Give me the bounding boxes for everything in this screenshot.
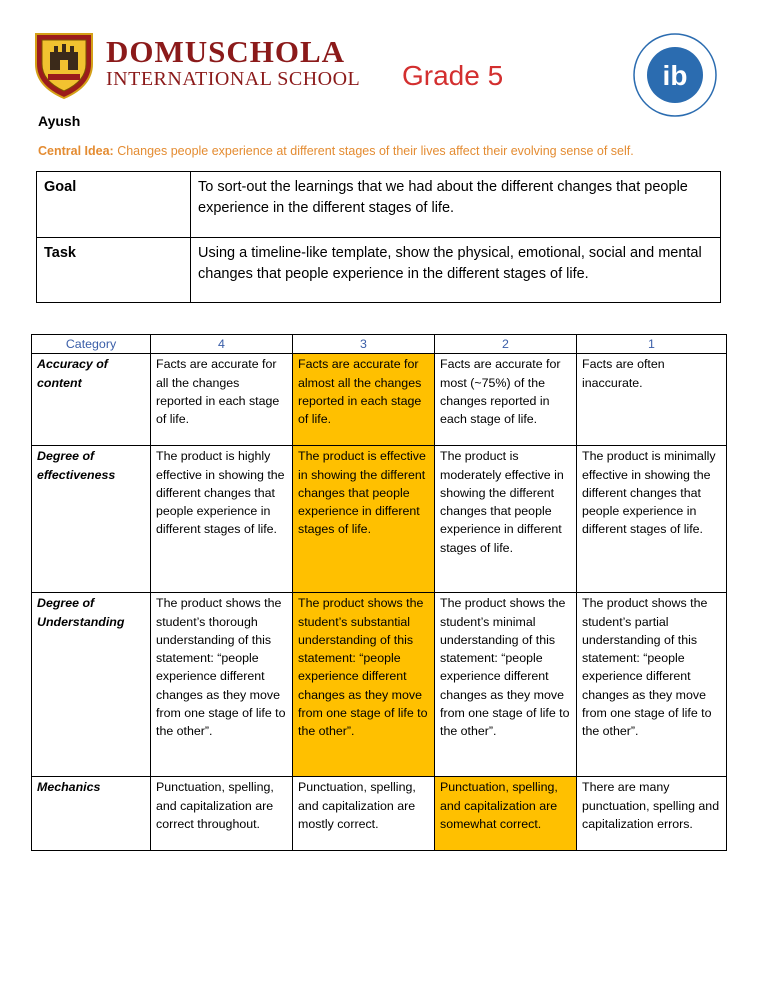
task-text: Using a timeline-like template, show the physical, emotional, social and mental changes that people experience in the different stages of life.: [191, 238, 721, 303]
rubric-header-row: [32, 335, 727, 354]
rubric-table: [31, 334, 727, 851]
rubric-category: Accuracy of content: [32, 354, 151, 446]
rubric-cell: There are many punctuation, spelling and capitalization errors.: [577, 777, 727, 851]
rubric-cell: The product is highly effective in showing the different changes that people experience in different stages of life.: [151, 446, 293, 593]
rubric-category: Degree of effectiveness: [32, 446, 151, 593]
rubric-header-1: 1: [577, 335, 727, 354]
rubric-category: Degree of Understanding: [32, 593, 151, 777]
rubric-cell: Facts are accurate for all the changes reported in each stage of life.: [151, 354, 293, 446]
rubric-cell: The product shows the student’s partial understanding of this statement: “people experience different changes as they move from one stage of life to the other”.: [577, 593, 727, 777]
rubric-row-effectiveness: [32, 446, 727, 593]
rubric-cell: The product shows the student’s minimal understanding of this statement: “people experience different changes as they move from one stage of life to the other”.: [435, 593, 577, 777]
task-label: Task: [37, 238, 191, 303]
rubric-cell: The product shows the student’s thorough understanding of this statement: “people experience different changes as they move from one stage of life to the other”.: [151, 593, 293, 777]
central-idea-text: Changes people experience at different stages of their lives affect their evolving sense of self.: [117, 144, 634, 158]
school-name-line2: INTERNATIONAL SCHOOL: [106, 68, 361, 90]
rubric-cell-selected: Punctuation, spelling, and capitalization are somewhat correct.: [435, 777, 577, 851]
rubric-cell: The product is minimally effective in showing the different changes that people experience in different stages of life.: [577, 446, 727, 593]
rubric-row-understanding: [32, 593, 727, 777]
ib-world-school-logo: [630, 30, 720, 120]
goal-row: [37, 172, 721, 238]
rubric-header-3: 3: [293, 335, 435, 354]
task-row: [37, 238, 721, 303]
rubric-cell-selected: The product is effective in showing the different changes that people experience in different stages of life.: [293, 446, 435, 593]
rubric-cell: Facts are accurate for most (~75%) of the changes reported in each stage of life.: [435, 354, 577, 446]
goal-text: To sort-out the learnings that we had about the different changes that people experience in the different stages of life.: [191, 172, 721, 238]
rubric-cell: Punctuation, spelling, and capitalization are mostly correct.: [293, 777, 435, 851]
rubric-cell: Facts are often inaccurate.: [577, 354, 727, 446]
school-crest-logo: [28, 30, 100, 100]
rubric-cell-selected: The product shows the student’s substantial understanding of this statement: “people experience different changes as they move from one stage of life to the other”.: [293, 593, 435, 777]
school-name: [106, 36, 360, 90]
rubric-header-category: Category: [32, 335, 151, 354]
central-idea-label: Central Idea:: [38, 144, 114, 158]
rubric-category: Mechanics: [32, 777, 151, 851]
rubric-row-accuracy: [32, 354, 727, 446]
rubric-cell: The product is moderately effective in showing the different changes that people experience in different stages of life.: [435, 446, 577, 593]
grade-title: Grade 5: [402, 60, 504, 91]
goal-label: Goal: [37, 172, 191, 238]
rubric-row-mechanics: [32, 777, 727, 851]
central-idea: [38, 144, 634, 158]
student-name: Ayush: [38, 113, 81, 129]
rubric-cell-selected: Facts are accurate for almost all the changes reported in each stage of life.: [293, 354, 435, 446]
rubric-header-2: 2: [435, 335, 577, 354]
ib-logo-text: ib: [662, 60, 688, 91]
rubric-header-4: 4: [151, 335, 293, 354]
rubric-cell: Punctuation, spelling, and capitalization are correct throughout.: [151, 777, 293, 851]
school-name-line1: DOMUSCHOLA: [106, 34, 346, 69]
goal-task-table: [36, 171, 721, 303]
